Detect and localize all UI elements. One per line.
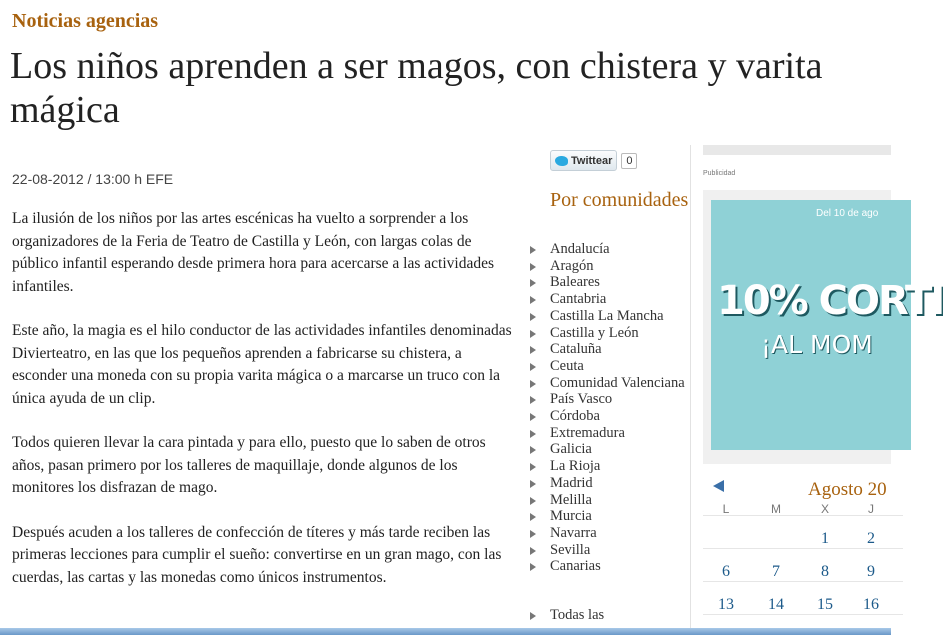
region-link[interactable]: Sevilla: [530, 542, 690, 559]
article-paragraph: Después acuden a los talleres de confección de títeres y más tarde reciben las primeras lecciones para cumplir el sueño: convertirse en un gran mago, con las cuerdas, las cartas y las monedas como únicos instrumentos.: [12, 523, 502, 586]
region-link[interactable]: País Vasco: [530, 391, 690, 408]
calendar-day[interactable]: 8: [821, 563, 829, 580]
region-link[interactable]: Navarra: [530, 525, 690, 542]
ad-image: [711, 200, 943, 450]
tweet-button[interactable]: [550, 150, 617, 171]
twitter-bird-icon: [555, 156, 568, 166]
arrow-right-icon: [530, 380, 536, 388]
calendar-week: [703, 582, 903, 615]
article-paragraph: Todos quieren llevar la cara pintada y para ello, puesto que lo saben de otros años, pasan primero por los talleres de maquillaje, donde algunos de los monitores los disfrazan de mago.: [12, 434, 486, 496]
arrow-right-icon: [530, 296, 536, 304]
arrow-right-icon: [530, 413, 536, 421]
twitter-share: [550, 150, 637, 171]
region-link[interactable]: Castilla La Mancha: [530, 308, 690, 325]
ad-subline: ¡AL MOM: [761, 330, 873, 359]
article-paragraph: Este año, la magia es el hilo conductor de las actividades infantiles denominadas Divierteatro, en las que los pequeños aprenden a fabricarse su chistera, a esconder una moneda con su propia varita mágica o a marcarse un truco con la única ayuda de un clip.: [12, 322, 512, 407]
region-link[interactable]: Galicia: [530, 441, 690, 458]
region-link[interactable]: Extremadura: [530, 425, 690, 442]
arrow-right-icon: [530, 396, 536, 404]
regions-list: [530, 241, 690, 575]
region-link[interactable]: Andalucía: [530, 241, 690, 258]
region-link[interactable]: Aragón: [530, 258, 690, 275]
region-link[interactable]: Melilla: [530, 492, 690, 509]
ad-top-bar: [703, 145, 891, 155]
arrow-right-icon: [530, 446, 536, 454]
article-paragraph: La ilusión de los niños por las artes escénicas ha vuelto a sorprender a los organizadores de la Feria de Teatro de Castilla y León, con largas colas de público infantil esperando desde primera hora para acercarse a las actividades infantiles.: [12, 210, 494, 295]
calendar-day[interactable]: 14: [768, 596, 784, 613]
arrow-right-icon: [530, 363, 536, 371]
article-body: [12, 208, 512, 611]
arrow-right-icon: [530, 279, 536, 287]
os-taskbar[interactable]: [0, 628, 891, 635]
section-label[interactable]: Noticias agencias: [12, 10, 159, 32]
calendar-day[interactable]: 2: [867, 530, 875, 547]
ad-top-text: Del 10 de ago: [816, 208, 879, 219]
calendar-month: Agosto 20: [808, 479, 887, 500]
region-link[interactable]: Murcia: [530, 508, 690, 525]
ad-banner[interactable]: [703, 190, 943, 464]
ad-headline: 10% CORTI: [717, 278, 943, 324]
region-link[interactable]: Cataluña: [530, 341, 690, 358]
weekday-label: J: [868, 502, 874, 516]
arrow-right-icon: [530, 463, 536, 471]
region-link[interactable]: Baleares: [530, 274, 690, 291]
arrow-right-icon: [530, 547, 536, 555]
arrow-right-icon: [530, 612, 536, 620]
weekday-label: X: [820, 502, 829, 516]
tweet-count: 0: [621, 153, 637, 169]
calendar-day[interactable]: 16: [863, 596, 879, 613]
article-headline: Los niños aprenden a ser magos, con chistera y varita mágica: [10, 45, 823, 131]
arrow-right-icon: [530, 497, 536, 505]
arrow-right-icon: [530, 346, 536, 354]
calendar-weekdays: [703, 502, 903, 516]
region-link[interactable]: Cantabria: [530, 291, 690, 308]
arrow-right-icon: [530, 513, 536, 521]
arrow-right-icon: [530, 563, 536, 571]
calendar-week: [703, 549, 903, 582]
ad-label: Publicidad: [703, 170, 736, 177]
calendar-prev-icon[interactable]: [713, 480, 724, 492]
region-link[interactable]: Canarias: [530, 558, 690, 575]
calendar-day[interactable]: 7: [772, 563, 780, 580]
arrow-right-icon: [530, 246, 536, 254]
calendar-week: [703, 516, 903, 549]
region-link[interactable]: Madrid: [530, 475, 690, 492]
calendar-day[interactable]: 9: [867, 563, 875, 580]
calendar-day[interactable]: 13: [718, 596, 734, 613]
regions-title: Por comunidades: [550, 189, 689, 211]
column-divider: [690, 145, 691, 635]
calendar-day[interactable]: 1: [821, 530, 829, 547]
region-link[interactable]: Castilla y León: [530, 325, 690, 342]
region-link[interactable]: Ceuta: [530, 358, 690, 375]
all-regions-link[interactable]: Todas las: [530, 607, 604, 624]
calendar-grid: [703, 515, 903, 615]
calendar-day[interactable]: 6: [722, 563, 730, 580]
article-dateline: 22-08-2012 / 13:00 h EFE: [12, 171, 174, 187]
calendar-day[interactable]: 15: [817, 596, 833, 613]
arrow-right-icon: [530, 480, 536, 488]
weekday-label: M: [771, 502, 781, 516]
region-link[interactable]: Comunidad Valenciana: [530, 375, 690, 392]
arrow-right-icon: [530, 330, 536, 338]
arrow-right-icon: [530, 430, 536, 438]
arrow-right-icon: [530, 263, 536, 271]
tweet-button-label: Twittear: [571, 154, 613, 167]
arrow-right-icon: [530, 530, 536, 538]
weekday-label: L: [722, 502, 730, 516]
arrow-right-icon: [530, 313, 536, 321]
region-link[interactable]: La Rioja: [530, 458, 690, 475]
region-link[interactable]: Córdoba: [530, 408, 690, 425]
